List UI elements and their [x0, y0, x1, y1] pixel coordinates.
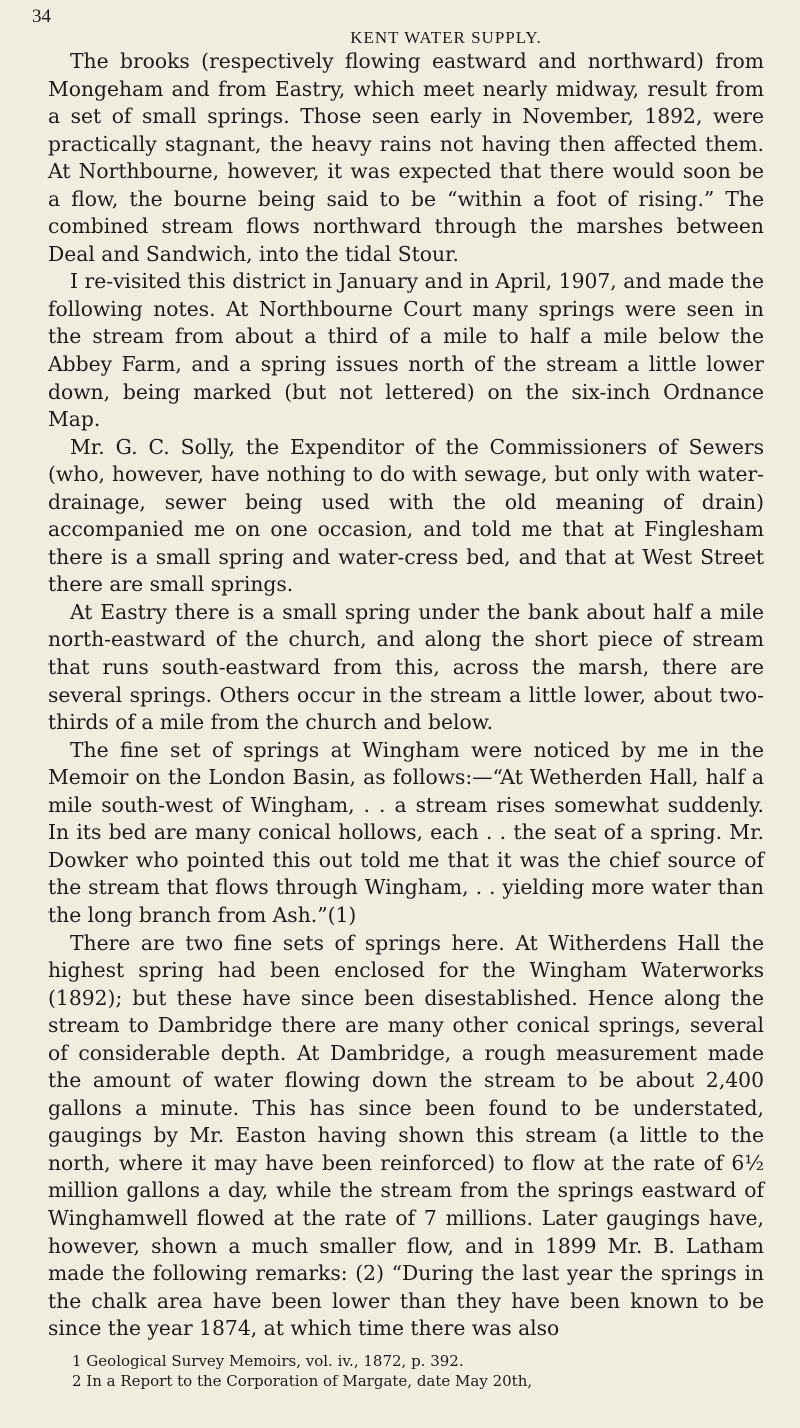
body-text [48, 48, 764, 1343]
paragraph: Mr. G. C. Solly, the Expenditor of the Commissioners of Sewers (who, however, have nothing to do with sewage, but only with water-drainage, sewer being used with the old meaning of drain) accompanied me on one occasion, and told me that at Finglesham there is a small spring and water-cress bed, and that at West Street there are small springs. [48, 434, 764, 597]
paragraph: The brooks (respectively flowing eastward and northward) from Mongeham and from Eastry, which meet nearly midway, result from a set of small springs. Those seen early in November, 1892, were practically stagnant, the heavy rains not having then affected them. At Northbourne, however, it was expected that there would soon be a flow, the bourne being said to be “within a foot of rising.” The combined stream flows northward through the marshes between Deal and Sandwich, into the tidal Stour. [48, 49, 764, 266]
footnotes [48, 1351, 764, 1391]
paragraph: The fine set of springs at Wingham were noticed by me in the Memoir on the London Basin, as follows:—“At Wetherden Hall, half a mile south-west of Wingham, . . a stream rises somewhat suddenly. In its bed are many conical hollows, each . . the seat of a spring. Mr. Dowker who pointed this out told me that it was the chief source of the stream that flows through Wingham, . . yielding more water than the long branch from Ash.”(1) [48, 737, 764, 927]
footnote: 1 Geological Survey Memoirs, vol. iv., 1872, p. 392. [72, 1351, 464, 1370]
paragraph: I re-visited this district in January and in April, 1907, and made the following notes. At Northbourne Court many springs were seen in the stream from about a third of a mile to half a mile below the Abbey Farm, and a spring issues north of the stream a little lower down, being marked (but not lettered) on the six-inch Ordnance Map. [48, 269, 764, 432]
page-number: 34 [32, 6, 51, 27]
paragraph: At Eastry there is a small spring under the bank about half a mile north-eastward of the church, and along the short piece of stream that runs south-eastward from this, across the marsh, there are several springs. Others occur in the stream a little lower, about two-thirds of a mile from the church and below. [48, 599, 764, 735]
running-head: KENT WATER SUPPLY. [350, 28, 542, 47]
footnote: 2 In a Report to the Corporation of Margate, date May 20th, [72, 1371, 533, 1390]
paragraph: There are two fine sets of springs here. At Witherdens Hall the highest spring had been enclosed for the Wingham Waterworks (1892); but these have since been disestablished. Hence along the stream to Dambridge there are many other conical springs, several of considerable depth. At Dambridge, a rough measurement made the amount of water flowing down the stream to be about 2,400 gallons a minute. This has since been found to be understated, gaugings by Mr. Easton having shown this stream (a little to the north, where it may have been reinforced) to flow at the rate of 6½ million gallons a day, while the stream from the springs eastward of Winghamwell flowed at the rate of 7 millions. Later gaugings have, however, shown a much smaller flow, and in 1899 Mr. B. Latham made the following remarks: (2) “During the last year the springs in the chalk area have been lower than they have been known to be since the year 1874, at which time there was also [48, 930, 764, 1341]
